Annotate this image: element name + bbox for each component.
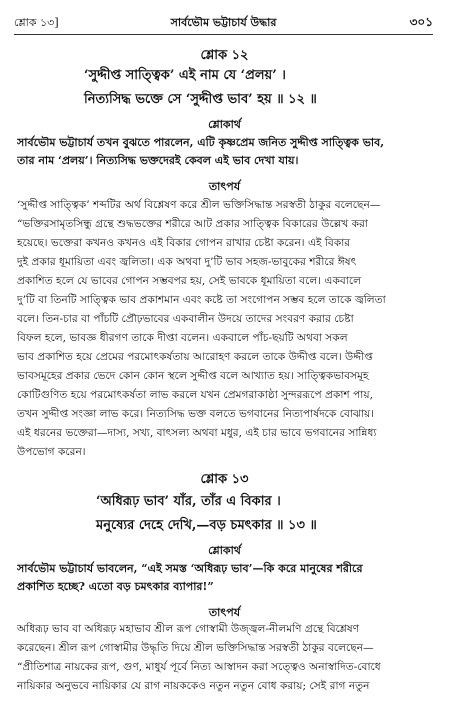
purport-line: ভাব প্রকাশিত হয়ে প্রেমের পরমোৎকর্ষতায় আরোহণ করলে তাকে উদ্দীপ্ত বলে। উদ্দীপ্ত xyxy=(17,351,373,363)
translation-line: সার্বভৌম ভট্টাচার্য তখন বুঝতে পারলেন, এটি কৃষ্ণপ্রেম জনিত সুদ্দীপ্ত সাত্ত্বিক ভাব, xyxy=(17,136,385,149)
verse-13-heading: শ্লোক ১৩ xyxy=(200,472,249,487)
verse-12-heading: শ্লোক ১২ xyxy=(200,48,249,63)
purport-line: বিফল হলে, ভাবজ্ঞ ধীরগণ তাকে দীপ্তা বলেন। একবালে পাঁচ-ছয়টি অথবা সকল xyxy=(17,332,348,344)
purport-line: হয়েছে। ভক্তেরা কখনও কখনও এই বিকার গোপন রাখার চেষ্টা করেন। এই বিকার xyxy=(17,237,351,249)
verse-13-translation-heading: শ্লোকার্থ xyxy=(208,544,241,557)
purport-line: কোটিগুণিত হয়ে পরমোৎকর্ষতা লাভ করলে যখন প্রেমগরাকাষ্ঠা সুন্দররূপে প্রকাশ পায়, xyxy=(17,389,373,401)
purport-line: নায়িকার অনুভবে নায়িকার যে রাগ নায়ককেও নতুন নতুন বোধ করায়; সেই রাগ নতুন xyxy=(17,680,370,692)
translation-line: সার্বভৌম ভট্টাচার্য ভাবলেন, “এই সমস্ত ‘অধিরূঢ় ভাব’—কি করে মানুষের শরীরে xyxy=(17,562,363,575)
verse-13-line-2: মনুষ্যের দেহে দেখি,—বড় চমৎকার ॥ ১৩ ॥ xyxy=(96,518,317,533)
verse-13-purport-heading: তাৎপর্য xyxy=(208,606,241,619)
verse-12-purport xyxy=(17,196,431,462)
translation-line: তার নাম ‘প্রলয়’। নিত্যসিদ্ধ ভক্তদেরই কেবল এই ভাব দেখা যায়। xyxy=(17,154,299,167)
purport-line: এই ধরনের ভক্তেরা—দাস্য, সখ্য, বাৎসল্য অথবা মধুর, এই চার ভাবে ভগবানের সান্নিধ্য xyxy=(17,427,377,439)
verse-12-purport-heading: তাৎপর্য xyxy=(208,180,241,193)
purport-line: প্রকাশিত হলে যে ভাবের গোপন সম্ভবপর হয়, সেই ভাবকে ধূমায়িতা বলে। একবালে xyxy=(17,275,361,287)
page-number: ৩০১ xyxy=(409,15,433,29)
verse-12-line-1: ‘সুদ্দীপ্ত সাত্ত্বিক’ এই নাম যে ‘প্রলয়’ । xyxy=(84,68,286,83)
translation-line: প্রকাশিত হচ্ছে? এতো বড় চমৎকার ব্যাপার!” xyxy=(17,580,214,593)
purport-line: “ভক্তিরসামৃতসিন্ধু গ্রন্থে শুদ্ধভক্তের শরীরে আট প্রকার সাত্ত্বিক বিকারের উল্লেখ করা xyxy=(17,218,368,230)
purport-line: করেছেন। শ্রীল রূপ গোস্বামীর উদ্ধৃতি দিয়ে শ্রীল ভক্তিসিদ্ধান্ত সরস্বতী ঠাকুর বলেছেন— xyxy=(17,642,374,654)
header-chapter-title: সার্বভৌম ভট্টাচার্য উদ্ধার xyxy=(170,16,277,29)
verse-13-purport xyxy=(17,620,431,696)
verse-12-line-2: নিত্যসিদ্ধ ভক্তে সে ‘সুদ্দীপ্ত ভাব’ হয় ॥ ১২ ॥ xyxy=(84,92,317,107)
header-verse-ref: শ্লোক ১৩] xyxy=(14,16,59,29)
purport-line: ভাবসমূহের প্রকার ভেদে কোন কোন স্থলে সুদ্দীপ্ত বলে আখ্যাত হয়। সাত্ত্বিকভাবসমূহ xyxy=(17,370,369,382)
purport-line: অধিরূঢ় ভাব বা অধিরূঢ় মহাভাব শ্রীল রূপ গোস্বামী উজ্জ্বল-নীলমণি গ্রন্থে বিশ্লেষণ xyxy=(17,623,360,635)
header-rule xyxy=(14,34,433,35)
purport-line: বলে। তিন-চার বা পাঁচটি প্রৌঢ়ভাবের একবালীন উদয়ে তাদের সংবরণ করার চেষ্টা xyxy=(17,313,354,325)
purport-line: তখন সুদ্দীপ্ত সংজ্ঞা লাভ করে। নিত্যসিদ্ধ ভক্ত বলতে ভগবানের নিত্যপার্ষদকে বোঝায়। xyxy=(17,408,375,420)
purport-line: দুই প্রকার ধূমায়িতা এবং জ্বলিতা। এক অথবা দু’টি ভাব সহজ-ভাবুকের শরীরে ঈষৎ xyxy=(17,256,357,268)
verse-12-translation xyxy=(17,134,431,170)
purport-line: উপভোগ করেন। xyxy=(17,446,86,458)
verse-13-translation xyxy=(17,560,431,596)
verse-12-translation-heading: শ্লোকার্থ xyxy=(208,118,241,131)
purport-line: “প্রীতিশাত্র নায়কের রূপ, গুণ, মাধুর্য পূর্বে নিত্য আস্বাদন করা সত্ত্বেও অনাস্বাদিত-বোধে xyxy=(17,661,381,673)
purport-line: ‘সুদ্দীপ্ত সাত্ত্বিক’ শব্দটির অর্থ বিশ্লেষণ করে শ্রীল ভক্তিসিদ্ধান্ত সরস্বতী ঠাকুর বলেছেন— xyxy=(17,199,381,211)
running-header xyxy=(14,14,433,30)
verse-13-line-1: ‘অধিরূঢ় ভাব’ যাঁর, তাঁর এ বিকার । xyxy=(96,494,281,509)
purport-line: দু’টি বা তিনটি সাত্ত্বিক ভাব প্রকাশমান এবং কষ্টে তা সংগোপন সম্ভব হলে তাকে জ্বলিতা xyxy=(17,294,386,306)
